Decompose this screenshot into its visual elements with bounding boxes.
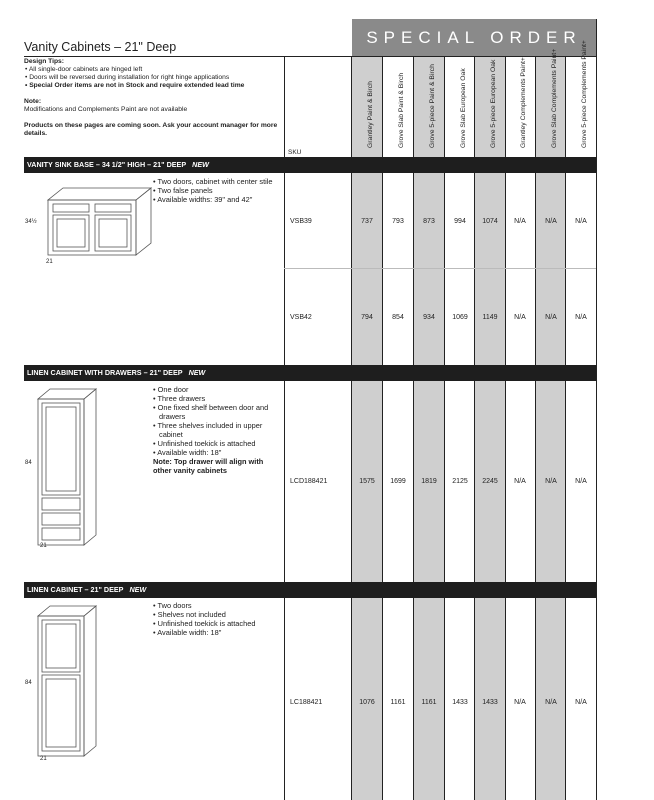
price-cell: N/A xyxy=(575,478,587,485)
price-cell: N/A xyxy=(545,478,557,485)
feature-item: • Three shelves included in upper cabinet xyxy=(153,421,278,439)
feature-item: • One door xyxy=(153,385,278,394)
section-title: LINEN CABINET – 21" DEEP xyxy=(27,585,124,594)
feature-item: • Two doors xyxy=(153,601,278,610)
price-cell: 1575 xyxy=(359,478,375,485)
section-title: VANITY SINK BASE – 34 1/2" HIGH – 21" DEEP xyxy=(27,160,187,169)
height-dimension: 84 xyxy=(25,460,32,466)
note-heading: Note: xyxy=(24,98,42,105)
depth-dimension: 21 xyxy=(46,259,53,265)
grid-line xyxy=(596,19,597,800)
linen-cabinet-with-drawers-illustration xyxy=(30,385,110,550)
feature-item: • Two doors, cabinet with center stile xyxy=(153,177,278,186)
sku-header: SKU xyxy=(288,149,302,156)
price-cell: 793 xyxy=(392,218,404,225)
price-cell: 1149 xyxy=(482,314,498,321)
section-bar xyxy=(24,365,596,381)
section-bar xyxy=(24,582,596,598)
design-tips xyxy=(24,58,282,138)
special-order-banner: SPECIAL ORDER xyxy=(352,19,596,56)
feature-item: • Available width: 18" xyxy=(153,448,278,457)
feature-item: • Shelves not included xyxy=(153,610,278,619)
feature-item: • Unfinished toekick is attached xyxy=(153,619,278,628)
price-cell: 1433 xyxy=(482,699,498,706)
price-cell: 1069 xyxy=(452,314,468,321)
price-cell: N/A xyxy=(545,699,557,706)
column-header: Grantley Paint & Birch xyxy=(367,80,374,148)
height-dimension: 84 xyxy=(25,680,32,686)
feature-list xyxy=(153,385,278,475)
height-dimension: 34½ xyxy=(25,219,37,225)
column-header: Grove 5-piece Complements Paint+ xyxy=(581,39,588,148)
coming-soon-text: Products on these pages are coming soon. Ask your account manager for more details. xyxy=(24,122,278,137)
price-cell: 2125 xyxy=(452,478,468,485)
section-bar xyxy=(24,157,596,173)
price-cell: N/A xyxy=(575,314,587,321)
section-title: LINEN CABINET WITH DRAWERS – 21" DEEP xyxy=(27,368,183,377)
price-cell: N/A xyxy=(575,218,587,225)
price-cell: 1699 xyxy=(390,478,406,485)
linen-cabinet-illustration xyxy=(30,602,110,762)
note-text: Modifications and Complements Paint are not available xyxy=(24,106,188,113)
price-cell: 934 xyxy=(423,314,435,321)
page-title: Vanity Cabinets – 21" Deep xyxy=(24,40,177,54)
price-cell: 737 xyxy=(361,218,373,225)
column-header: Grove 5-piece Paint & Birch xyxy=(429,63,436,148)
row-divider xyxy=(284,268,596,269)
feature-list xyxy=(153,601,278,637)
feature-item: • One fixed shelf between door and drawers xyxy=(153,403,278,421)
sku-cell: LCD188421 xyxy=(290,478,328,485)
price-cell: N/A xyxy=(545,314,557,321)
new-badge: NEW xyxy=(192,160,209,169)
sku-cell: VSB42 xyxy=(290,314,312,321)
price-cell: 1074 xyxy=(482,218,498,225)
sku-cell: VSB39 xyxy=(290,218,312,225)
vanity-sink-base-illustration xyxy=(26,178,156,268)
price-cell: N/A xyxy=(545,218,557,225)
tip-item: • Doors will be reversed during installation for right hinge applications xyxy=(31,74,282,82)
feature-note: Note: Top drawer will align with other vanity cabinets xyxy=(153,457,264,475)
price-cell: N/A xyxy=(514,218,526,225)
new-badge: NEW xyxy=(129,585,147,594)
price-cell: 1433 xyxy=(452,699,468,706)
price-cell: 1819 xyxy=(421,478,437,485)
price-cell: 1161 xyxy=(390,699,406,706)
column-header: Grove Slab Complements Paint+ xyxy=(551,48,558,148)
price-cell: N/A xyxy=(514,699,526,706)
feature-item: • Available widths: 39" and 42" xyxy=(153,195,278,204)
new-badge: NEW xyxy=(188,368,206,377)
column-header: Grove 5-piece European Oak xyxy=(490,59,497,148)
depth-dimension: 21 xyxy=(40,543,47,549)
price-cell: N/A xyxy=(514,314,526,321)
price-cell: 2245 xyxy=(482,478,498,485)
price-cell: 1161 xyxy=(421,699,437,706)
column-header: Grove Slab European Oak xyxy=(460,67,467,148)
price-cell: 873 xyxy=(423,218,435,225)
feature-item: • Available width: 18" xyxy=(153,628,278,637)
depth-dimension: 21 xyxy=(40,756,47,762)
price-cell: 994 xyxy=(454,218,466,225)
price-cell: 794 xyxy=(361,314,373,321)
design-tips-heading: Design Tips: xyxy=(24,58,65,65)
feature-item: • Two false panels xyxy=(153,186,278,195)
price-cell: 854 xyxy=(392,314,404,321)
sku-cell: LC188421 xyxy=(290,699,323,706)
price-cell: N/A xyxy=(575,699,587,706)
column-header: Grantley Complements Paint+ xyxy=(520,56,527,148)
tip-item: • Special Order items are not in Stock and require extended lead time xyxy=(31,82,282,90)
feature-item: • Three drawers xyxy=(153,394,278,403)
price-cell: 1076 xyxy=(359,699,375,706)
feature-list xyxy=(153,177,278,204)
feature-item: • Unfinished toekick is attached xyxy=(153,439,278,448)
column-header: Grove Slab Paint & Birch xyxy=(398,72,405,148)
price-cell: N/A xyxy=(514,478,526,485)
tip-item: • All single-door cabinets are hinged left xyxy=(31,66,282,74)
